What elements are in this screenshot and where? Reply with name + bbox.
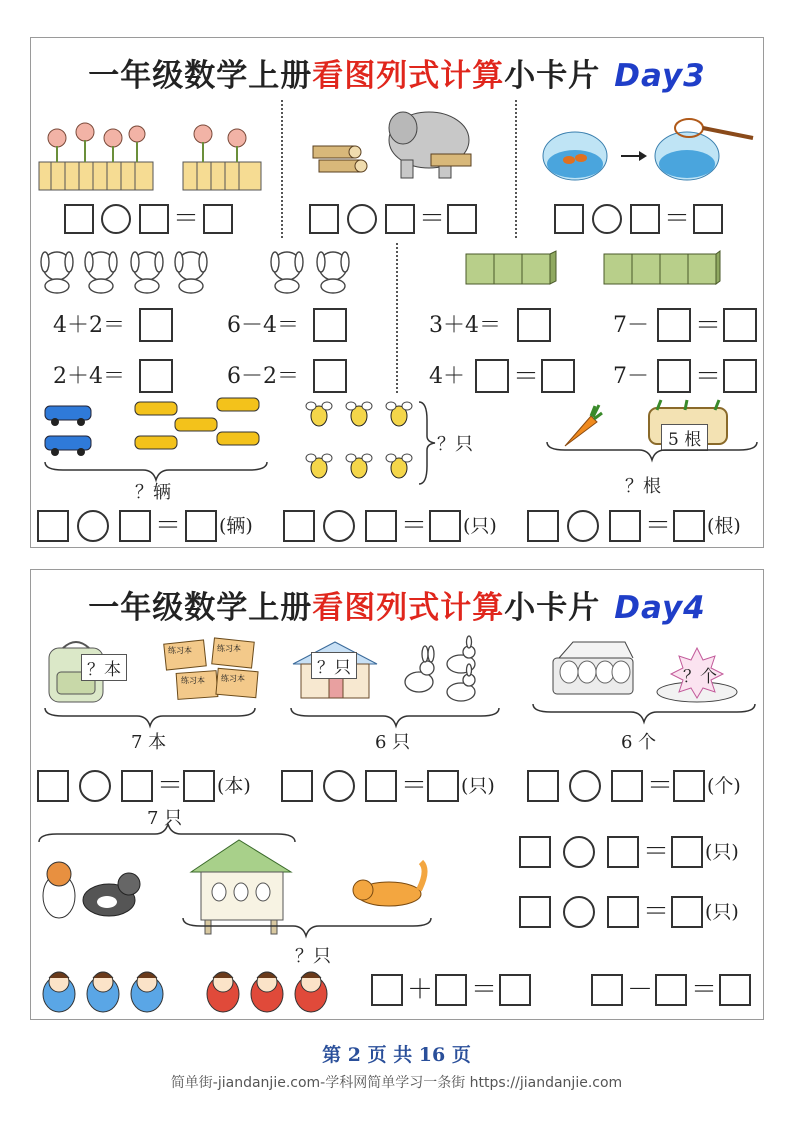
title-tail: 小卡片 [504,58,601,94]
operator-circle[interactable] [79,770,111,802]
answer-box[interactable] [607,896,639,928]
equals-sign: ＝ [471,975,498,1005]
book-cover-label: 练习本 [181,676,205,685]
arrow-icon [619,151,649,161]
yellow-cars-icon [131,398,263,458]
title-highlight: 看图列式计算 [312,590,505,626]
answer-box[interactable] [139,308,173,342]
divider [515,100,517,238]
answer-box[interactable] [283,510,315,542]
operator-circle[interactable] [323,510,355,542]
equation-text: 7－ [613,313,649,338]
fishbowl-icon [541,128,609,182]
title-main: 一年级数学上册 [88,58,313,94]
answer-box[interactable] [673,770,705,802]
unit-label: (个) [707,775,741,797]
answer-box[interactable] [517,308,551,342]
bees-question-label: ？只 [437,434,473,455]
operator-circle[interactable] [323,770,355,802]
answer-box[interactable] [630,204,660,234]
card-title [31,582,763,627]
answer-box[interactable] [657,308,691,342]
blue-cars-icon [41,398,101,458]
cars-question-label: ？辆 [135,482,171,503]
answer-box[interactable] [183,770,215,802]
page-number: 第 2 页 共 16 页 [322,1044,471,1066]
cats-icon [37,856,141,926]
equation-text: 7－ [613,364,649,389]
unit-label: (根) [707,515,741,537]
equals-sign: ＝ [643,837,670,867]
operator-circle[interactable] [563,896,595,928]
answer-box[interactable] [203,204,233,234]
answer-box[interactable] [671,896,703,928]
rabbits-total-label: 6 只 [375,732,411,753]
equals-sign: ＝ [401,771,428,801]
answer-box[interactable] [185,510,217,542]
card-title [31,50,763,95]
answer-box[interactable] [657,359,691,393]
answer-box[interactable] [371,974,403,1006]
equation-text: 6－4＝ [227,313,299,338]
elephant-icon [381,98,476,183]
answer-box[interactable] [429,510,461,542]
book-cover-label: 练习本 [221,674,245,683]
equals-sign: ＝ [155,511,182,541]
book-cover-label: 练习本 [168,646,192,655]
card-day3 [30,37,764,548]
cats-question-label: ？只 [295,946,331,967]
brace [289,706,501,728]
book-cover-label: 练习本 [217,644,241,653]
answer-box[interactable] [309,204,339,234]
equation-text: 2＋4＝ [53,364,125,389]
cats-total-label: 7 只 [147,808,183,829]
equation-text: 6－2＝ [227,364,299,389]
flowers-icon [37,120,155,192]
unit-label: (只) [463,515,497,537]
operator-circle[interactable] [563,836,595,868]
answer-box[interactable] [499,974,531,1006]
logs-icon [309,142,367,178]
cubes-icon [603,250,721,286]
answer-box[interactable] [655,974,687,1006]
unit-label: (只) [461,775,495,797]
operator-circle[interactable] [347,204,377,234]
card-day4 [30,569,764,1020]
answer-box[interactable] [37,770,69,802]
title-highlight: 看图列式计算 [312,58,505,94]
operator-circle[interactable] [592,204,622,234]
bag-question-label: ？本 [81,654,127,681]
answer-box[interactable] [475,359,509,393]
answer-box[interactable] [313,308,347,342]
operator-circle[interactable] [101,204,131,234]
unit-label: (只) [705,841,739,863]
equation-text: 4＋2＝ [53,313,125,338]
day-label: Day4 [614,590,706,626]
plate-question-label: ？个 [683,667,717,687]
equals-sign: ＝ [664,204,691,234]
equation-text: 4＋ [429,364,465,389]
answer-box[interactable] [435,974,467,1006]
books-total-label: 7 本 [131,732,167,753]
answer-box[interactable] [64,204,94,234]
unit-label: (只) [705,901,739,923]
minus-sign: － [627,975,654,1005]
answer-box[interactable] [37,510,69,542]
divider [281,100,283,238]
answer-box[interactable] [527,510,559,542]
answer-box[interactable] [365,770,397,802]
fishbowl-net-icon [653,108,758,183]
equals-sign: ＝ [157,771,184,801]
answer-box[interactable] [673,510,705,542]
rabbits-icon [265,244,359,294]
answer-box[interactable] [541,359,575,393]
answer-box[interactable] [281,770,313,802]
equals-sign: ＝ [647,771,674,801]
answer-box[interactable] [554,204,584,234]
brace [531,702,757,724]
brace [181,916,433,938]
title-tail: 小卡片 [504,590,601,626]
title-main: 一年级数学上册 [88,590,313,626]
answer-box[interactable] [365,510,397,542]
eggs-total-label: 6 个 [621,732,657,753]
answer-box[interactable] [591,974,623,1006]
equals-sign: ＝ [695,362,722,392]
unit-label: (辆) [219,515,253,537]
answer-box[interactable] [519,896,551,928]
answer-box[interactable] [693,204,723,234]
operator-circle[interactable] [77,510,109,542]
brace [417,400,437,486]
egg-carton-icon [549,638,637,700]
operator-circle[interactable] [567,510,599,542]
unit-label: (本) [217,775,251,797]
rabbits-icon [35,244,215,294]
flowers-icon [181,120,263,192]
equals-sign: ＝ [643,897,670,927]
answer-box[interactable] [527,770,559,802]
answer-box[interactable] [719,974,751,1006]
brace [545,440,759,462]
bees-icon [303,398,423,488]
answer-box[interactable] [385,204,415,234]
answer-box[interactable] [313,359,347,393]
answer-box[interactable] [519,836,551,868]
blue-dolls-icon [39,964,173,1014]
answer-box[interactable] [447,204,477,234]
red-dolls-icon [203,964,337,1014]
answer-box[interactable] [119,510,151,542]
equation-text: 3＋4＝ [429,313,501,338]
cubes-icon [465,250,557,286]
site-footer: 简单街-jiandanjie.com-学科网简单学习一条街 https://jiandanjie.com [170,1075,623,1091]
equals-sign: ＝ [695,311,722,341]
brace [43,706,257,728]
answer-box[interactable] [723,308,757,342]
equals-sign: ＝ [513,362,540,392]
orange-cat-icon [349,860,431,916]
answer-box[interactable] [427,770,459,802]
answer-box[interactable] [609,510,641,542]
house-question-label: ？只 [311,652,357,679]
equals-sign: ＝ [691,975,718,1005]
equals-sign: ＝ [173,204,200,234]
plus-sign: ＋ [407,975,434,1005]
answer-box[interactable] [611,770,643,802]
divider [396,243,398,393]
equals-sign: ＝ [419,204,446,234]
day-label: Day3 [614,58,706,94]
answer-box[interactable] [139,359,173,393]
answer-box[interactable] [607,836,639,868]
answer-box[interactable] [139,204,169,234]
answer-box[interactable] [121,770,153,802]
answer-box[interactable] [671,836,703,868]
equals-sign: ＝ [645,511,672,541]
carrots-question-label: ？根 [625,476,661,497]
answer-box[interactable] [723,359,757,393]
operator-circle[interactable] [569,770,601,802]
equals-sign: ＝ [401,511,428,541]
rabbits-icon [401,642,483,704]
basket-label: 5 根 [661,424,708,451]
